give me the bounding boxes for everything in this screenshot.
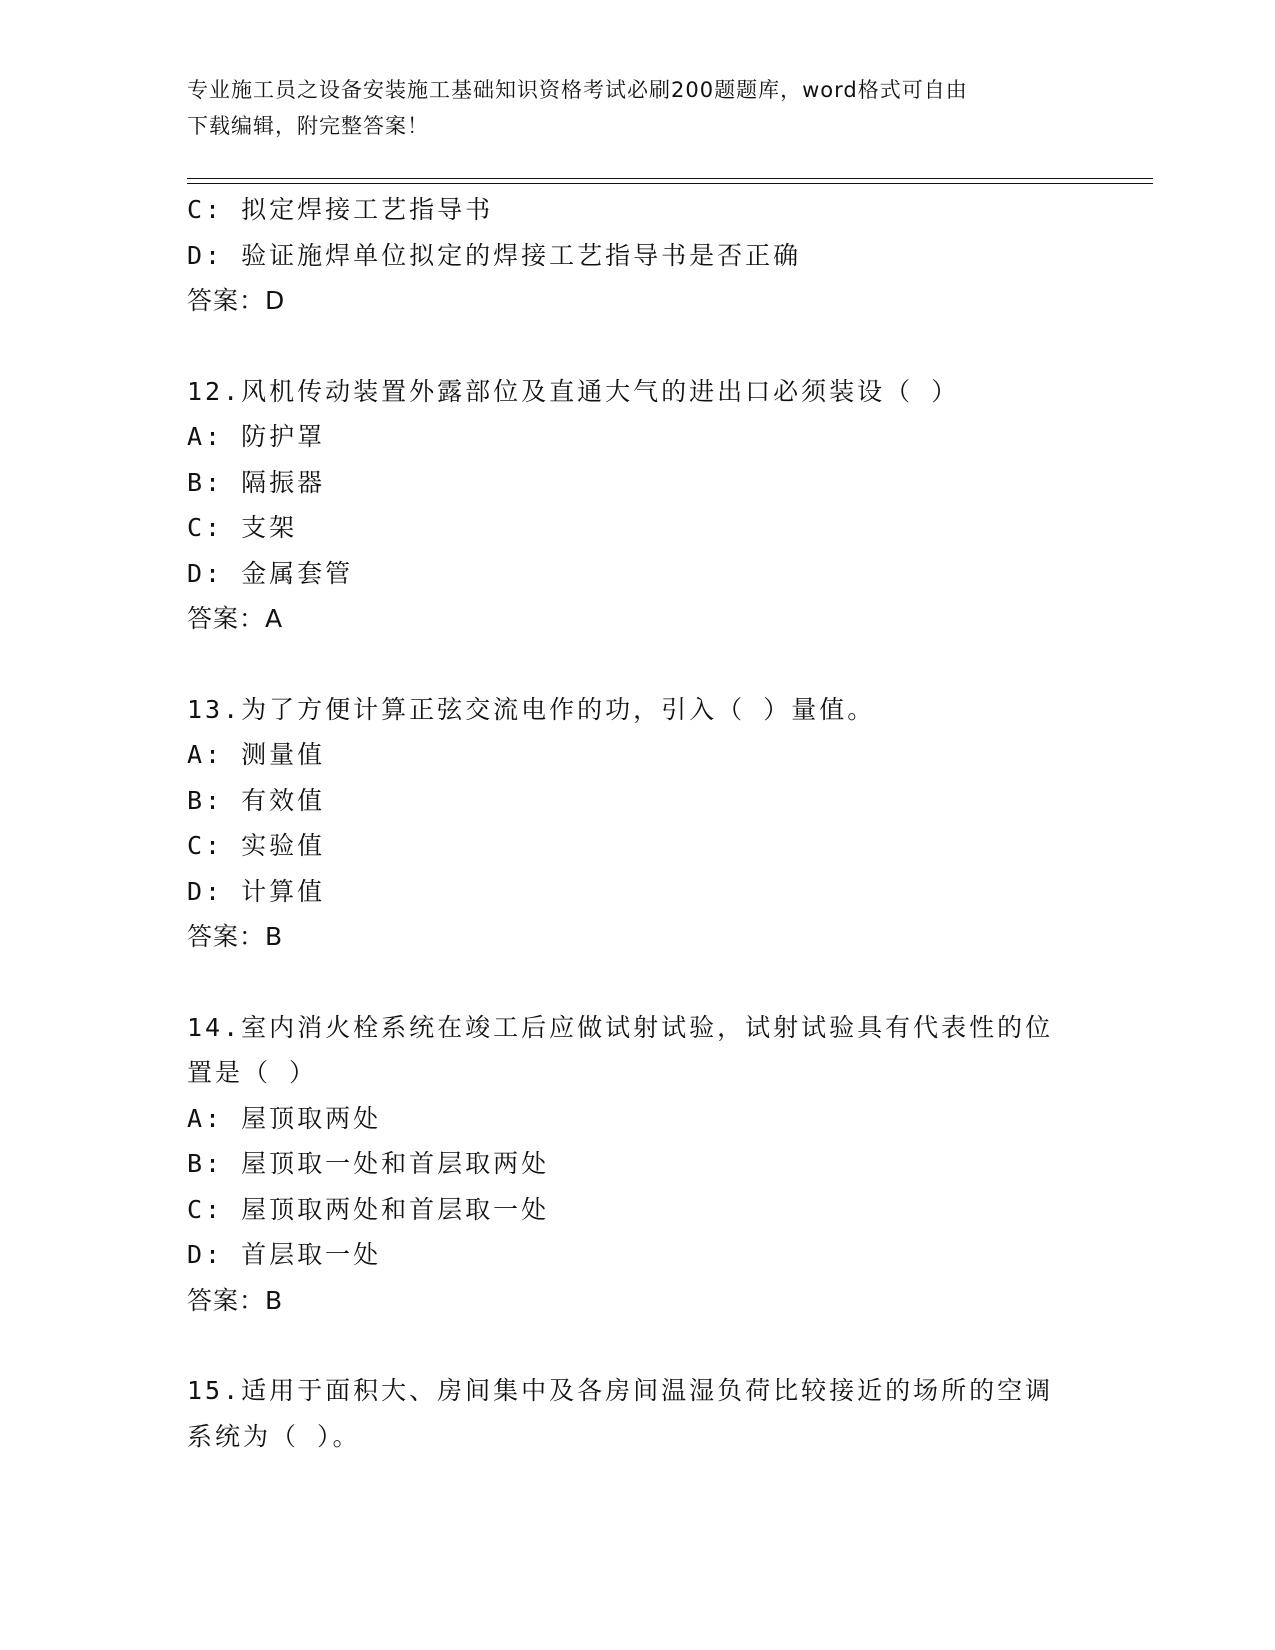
option-c: C: 支架 <box>187 513 298 542</box>
header-line-1: 专业施工员之设备安装施工基础知识资格考试必刷200题题库，word格式可自由 <box>187 78 968 102</box>
option-d: D: 验证施焊单位拟定的焊接工艺指导书是否正确 <box>187 240 802 270</box>
option-c: C: 拟定焊接工艺指导书 <box>187 195 494 224</box>
header-divider-bottom <box>187 183 1153 184</box>
answer-line: 答案：A <box>187 604 284 633</box>
spacer <box>187 324 1087 369</box>
question-text: 12.风机传动装置外露部位及直通大气的进出口必须装设（ ） <box>187 376 960 406</box>
answer-line: 答案：B <box>187 922 284 951</box>
question-text-line-2: 置是（ ） <box>187 1058 318 1087</box>
spacer <box>187 642 1087 687</box>
question-text-line-1: 14.室内消火栓系统在竣工后应做试射试验，试射试验具有代表性的位 <box>187 1012 1054 1042</box>
document-header <box>187 72 1087 144</box>
option-a: A: 防护罩 <box>187 422 326 451</box>
question-13 <box>187 687 1087 960</box>
option-c: C: 实验值 <box>187 831 326 860</box>
previous-question-block <box>187 187 1087 324</box>
spacer <box>187 960 1087 1005</box>
question-text-line-1: 15.适用于面积大、房间集中及各房间温湿负荷比较接近的场所的空调 <box>187 1376 1054 1405</box>
header-divider-top <box>187 178 1153 179</box>
question-text-line-2: 系统为（ ）。 <box>187 1421 361 1451</box>
option-d: D: 金属套管 <box>187 558 354 588</box>
option-b: B: 有效值 <box>187 785 326 815</box>
question-12 <box>187 369 1087 642</box>
option-a: A: 测量值 <box>187 740 326 769</box>
answer-line: 答案：D <box>187 286 286 315</box>
answer-line: 答案：B <box>187 1285 284 1315</box>
spacer <box>187 1323 1087 1368</box>
header-line-2: 下载编辑，附完整答案！ <box>187 114 429 138</box>
question-content <box>187 187 1087 1459</box>
option-c: C: 屋顶取两处和首层取一处 <box>187 1194 550 1224</box>
option-d: D: 首层取一处 <box>187 1240 382 1269</box>
option-a: A: 屋顶取两处 <box>187 1103 382 1133</box>
question-15 <box>187 1368 1087 1459</box>
option-b: B: 屋顶取一处和首层取两处 <box>187 1149 550 1178</box>
question-14 <box>187 1005 1087 1324</box>
question-text: 13.为了方便计算正弦交流电作的功，引入（ ）量值。 <box>187 694 876 724</box>
option-b: B: 隔振器 <box>187 467 326 497</box>
option-d: D: 计算值 <box>187 876 326 906</box>
